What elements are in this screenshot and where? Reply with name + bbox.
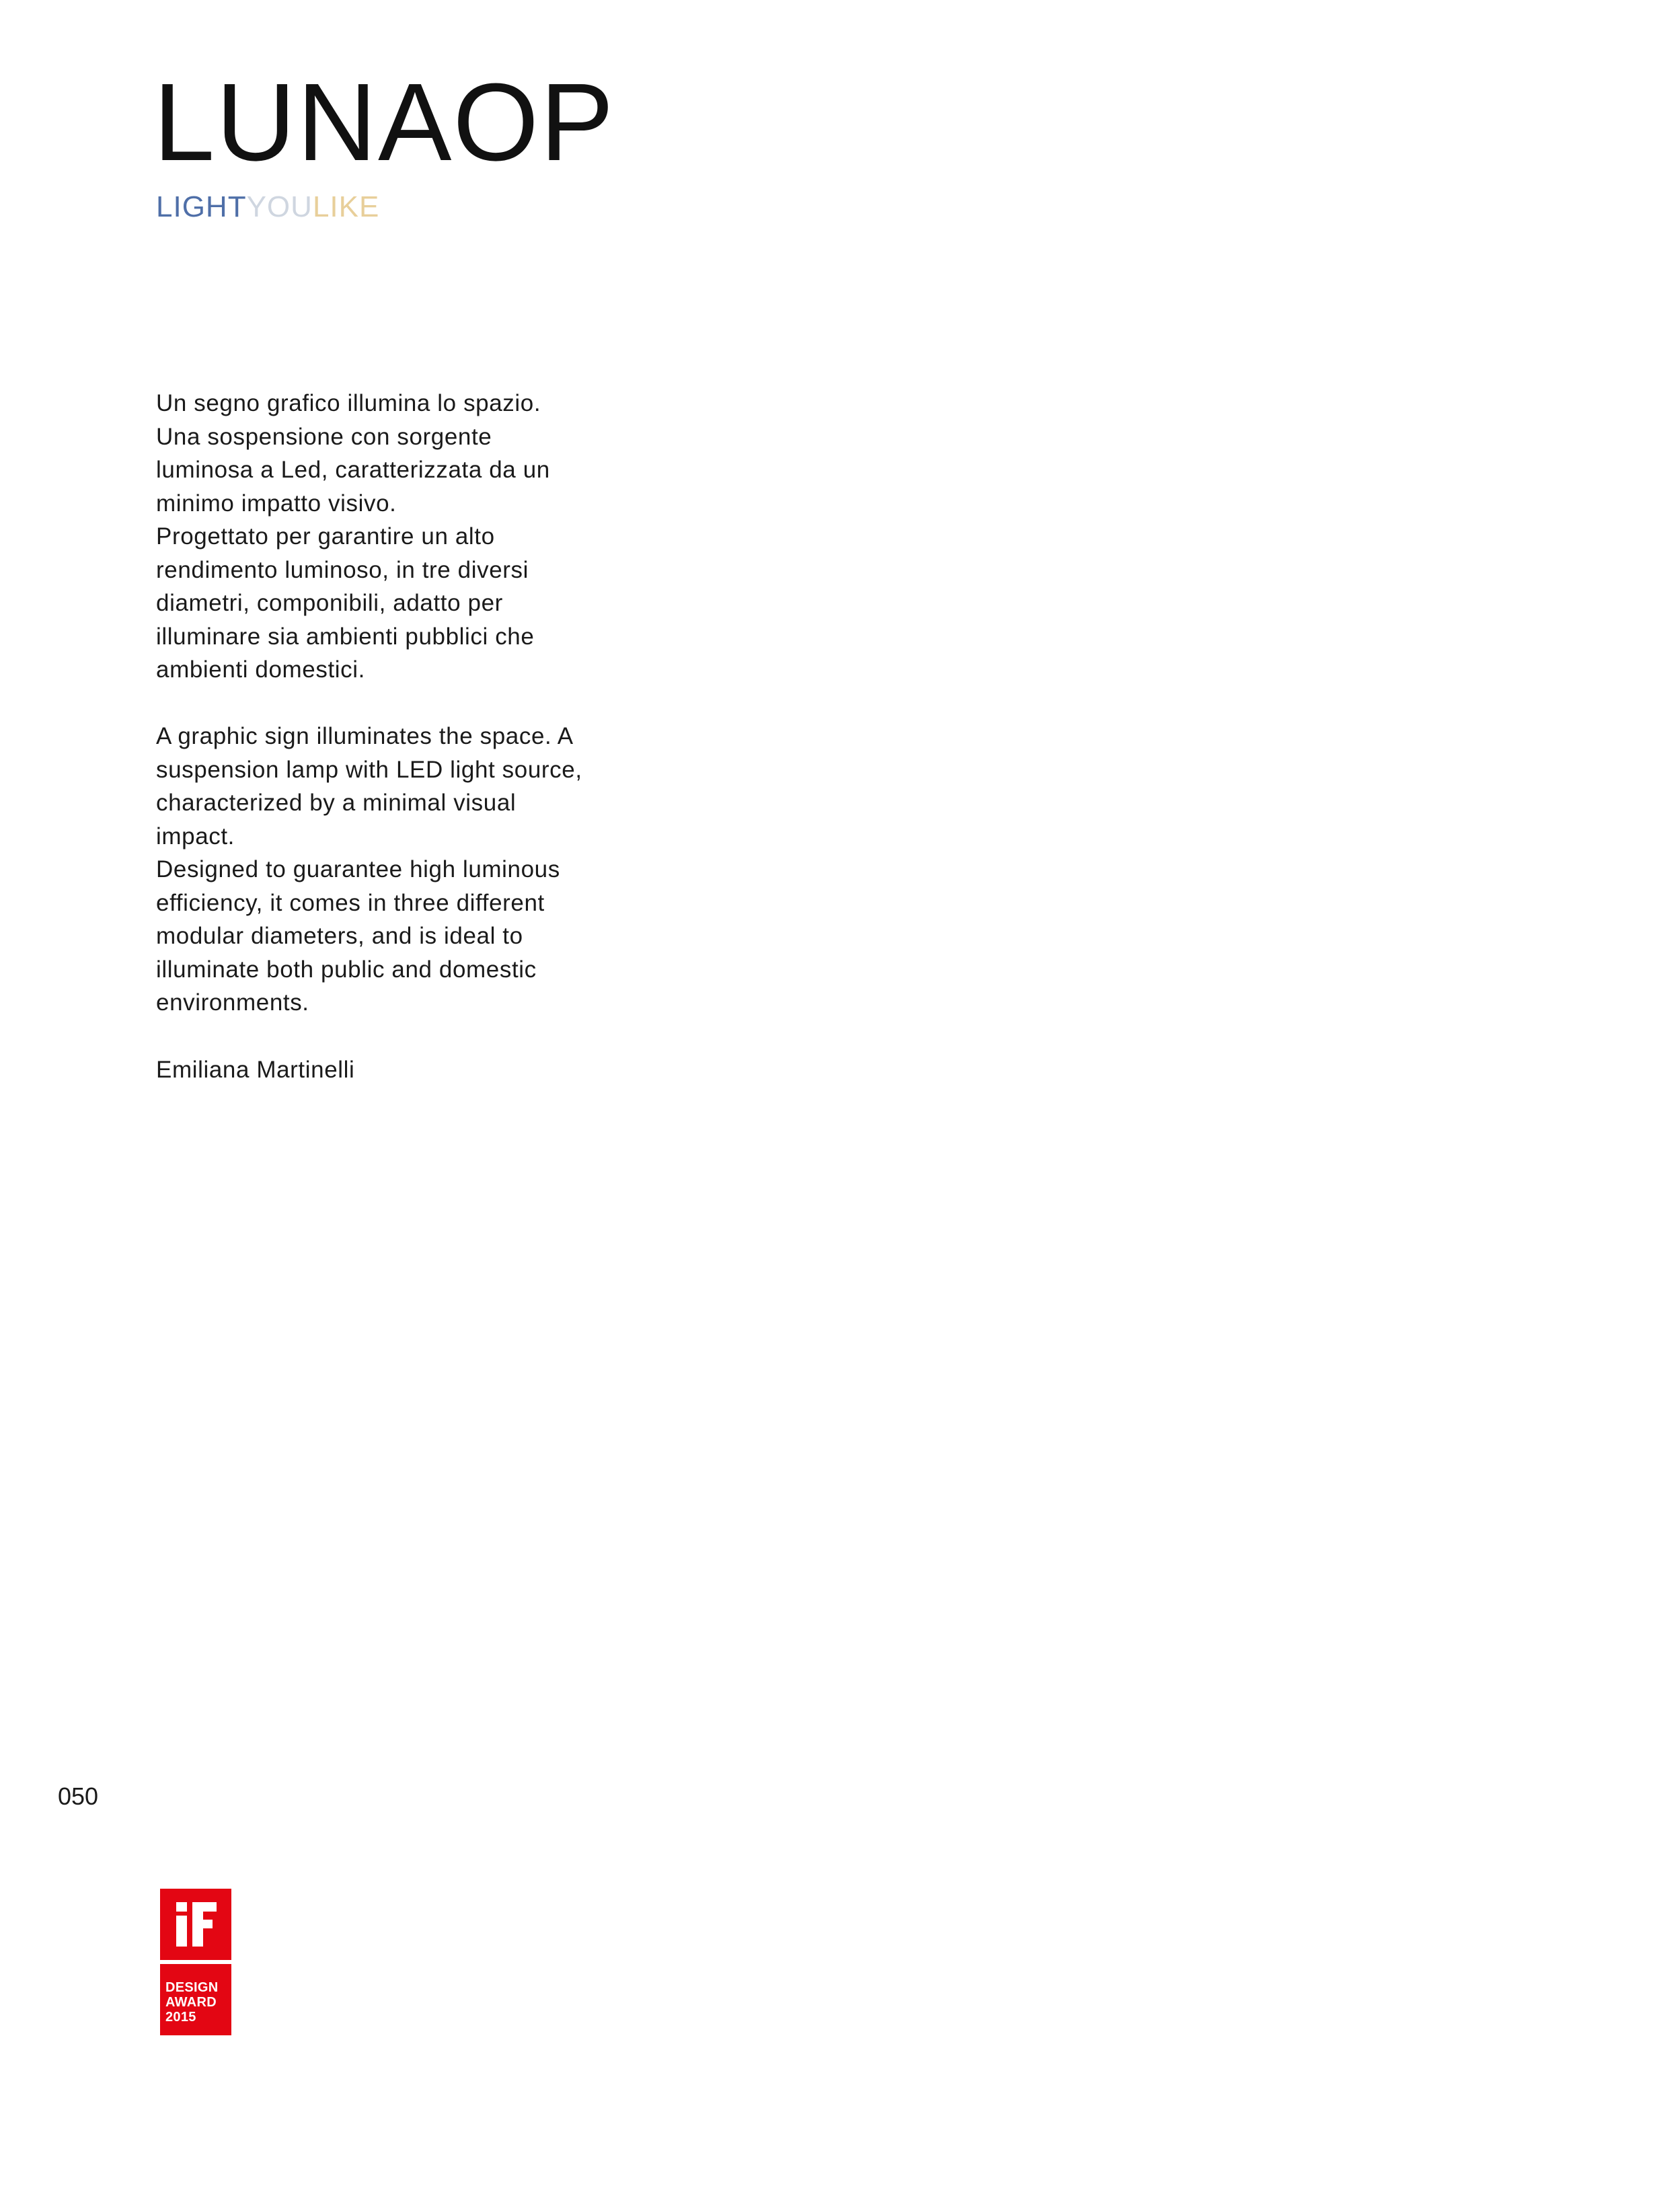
designer-name: Emiliana Martinelli [156, 1057, 355, 1083]
text-line: modular diameters, and is ideal to [156, 923, 523, 949]
page-number: 050 [58, 1782, 99, 1810]
product-title: LUNAOP [153, 61, 615, 184]
text-line: minimo impatto visivo. [156, 490, 397, 517]
description-italian [156, 387, 654, 687]
if-design-award-badge [160, 1889, 231, 2035]
text-line: illuminare sia ambienti pubblici che [156, 623, 535, 650]
award-line-year: 2015 [165, 2010, 196, 2025]
text-line: impact. [156, 823, 235, 850]
brand-tagline [156, 192, 379, 222]
tagline-you: YOU [246, 190, 313, 223]
text-line: Progettato per garantire un alto [156, 523, 495, 550]
text-line: illuminate both public and domestic [156, 956, 537, 983]
text-line: efficiency, it comes in three different [156, 889, 545, 916]
text-line: diametri, componibili, adatto per [156, 590, 503, 616]
award-text [165, 1980, 218, 2025]
text-line: A graphic sign illuminates the space. A [156, 723, 574, 749]
award-line-award: AWARD [165, 1995, 217, 2010]
text-line: Designed to guarantee high luminous [156, 856, 560, 882]
text-line: luminosa a Led, caratterizzata da un [156, 457, 550, 483]
description-english [156, 720, 654, 1020]
text-line: characterized by a minimal visual [156, 790, 517, 816]
tagline-like: LIKE [312, 190, 380, 223]
text-line: rendimento luminoso, in tre diversi [156, 556, 529, 583]
text-line: Una sospensione con sorgente [156, 423, 492, 450]
tagline-light: LIGHT [156, 190, 247, 223]
text-line: Un segno grafico illumina lo spazio. [156, 390, 541, 416]
if-logo-icon [160, 1889, 231, 1960]
award-line-design: DESIGN [165, 1980, 219, 1995]
text-line: environments. [156, 989, 309, 1016]
text-line: ambienti domestici. [156, 656, 365, 683]
text-line: suspension lamp with LED light source, [156, 756, 582, 783]
